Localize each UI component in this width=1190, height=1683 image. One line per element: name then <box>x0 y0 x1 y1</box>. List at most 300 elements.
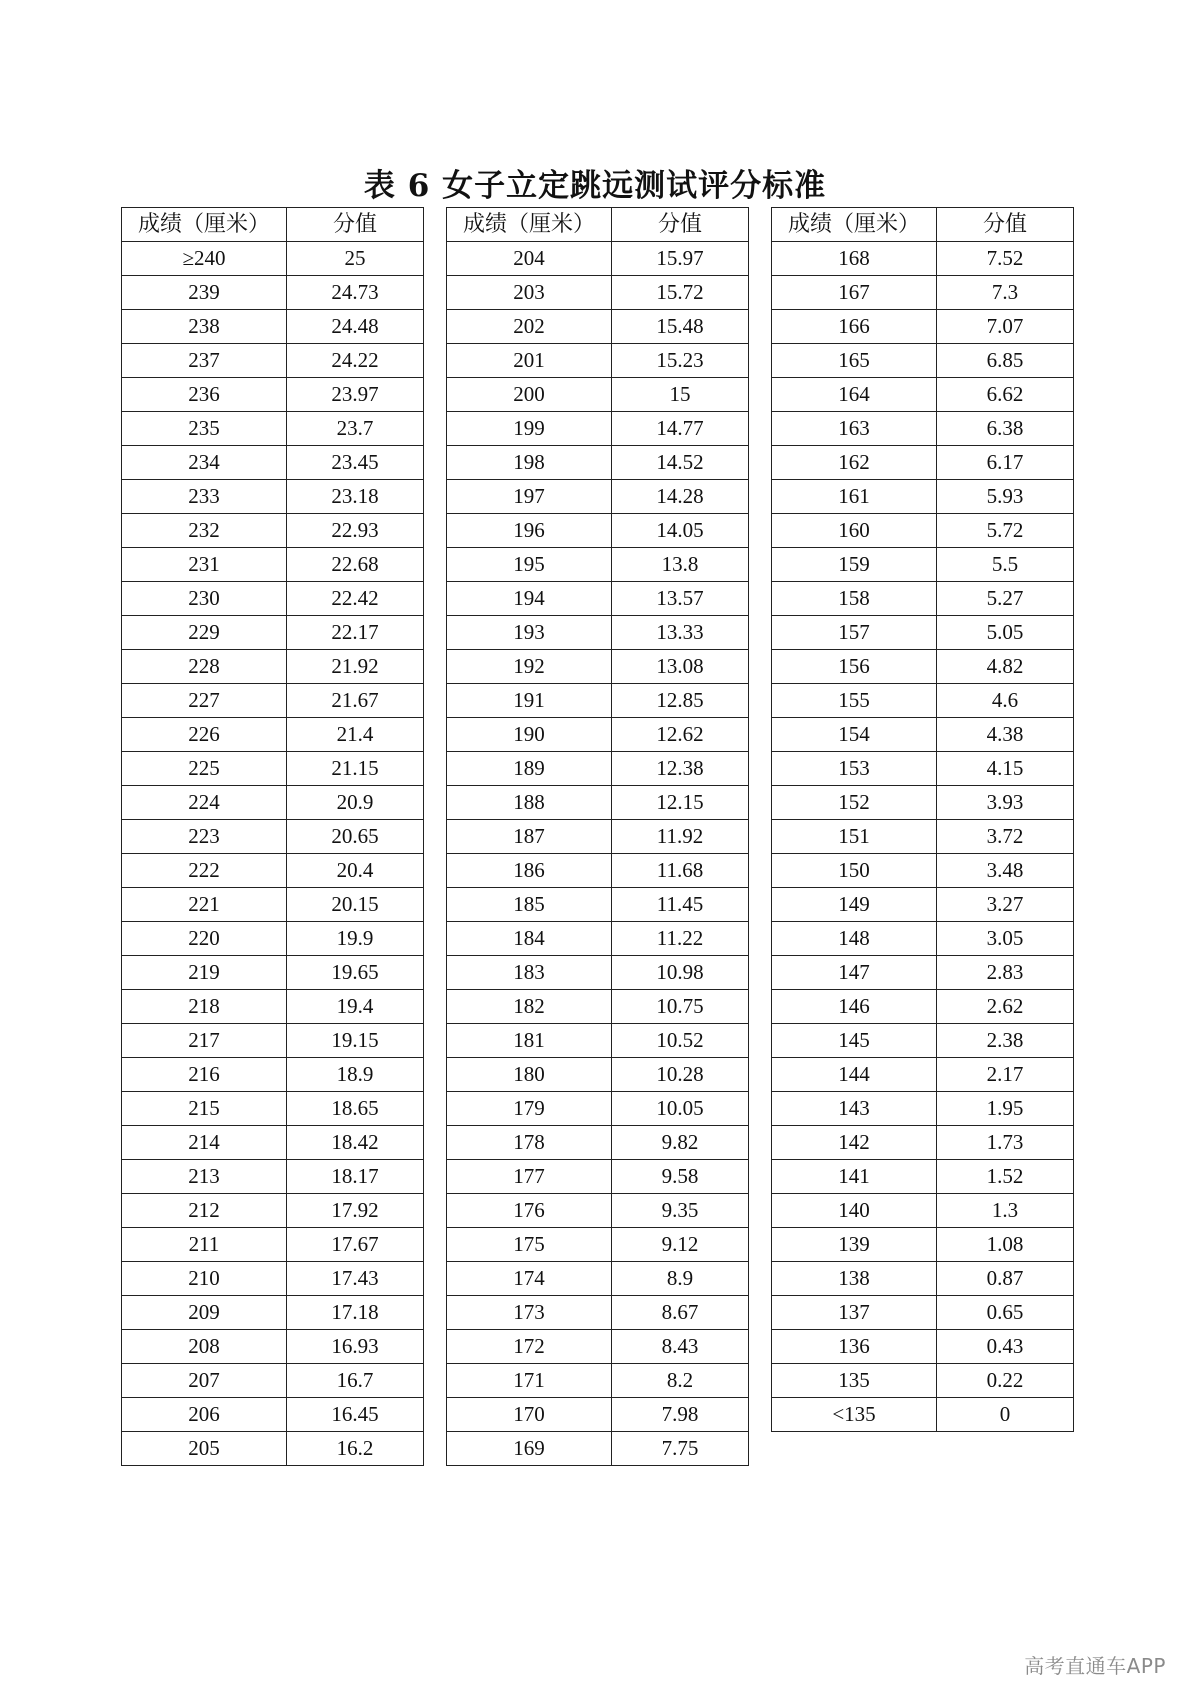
cell-grade: 167 <box>772 276 937 310</box>
cell-grade: 145 <box>772 1024 937 1058</box>
cell-score: 20.9 <box>287 786 424 820</box>
watermark-text: 高考直通车APP <box>1024 1654 1166 1678</box>
header-grade: 成绩（厘米） <box>447 208 612 242</box>
cell-score: 21.4 <box>287 718 424 752</box>
cell-grade: 180 <box>447 1058 612 1092</box>
cell-score: 1.52 <box>937 1160 1074 1194</box>
cell-score: 2.38 <box>937 1024 1074 1058</box>
cell-score: 14.77 <box>612 412 749 446</box>
cell-grade: 222 <box>122 854 287 888</box>
cell-grade: 163 <box>772 412 937 446</box>
cell-score: 6.85 <box>937 344 1074 378</box>
cell-grade: 154 <box>772 718 937 752</box>
table-row <box>122 820 424 854</box>
cell-grade: 228 <box>122 650 287 684</box>
cell-grade: 196 <box>447 514 612 548</box>
table-row <box>122 888 424 922</box>
cell-score: 22.68 <box>287 548 424 582</box>
cell-score: 21.67 <box>287 684 424 718</box>
cell-score: 3.72 <box>937 820 1074 854</box>
cell-grade: 178 <box>447 1126 612 1160</box>
cell-score: 14.28 <box>612 480 749 514</box>
cell-grade: 169 <box>447 1432 612 1466</box>
table-row <box>772 650 1074 684</box>
cell-score: 5.72 <box>937 514 1074 548</box>
cell-score: 15.23 <box>612 344 749 378</box>
cell-score: 7.3 <box>937 276 1074 310</box>
cell-score: 16.7 <box>287 1364 424 1398</box>
table-row <box>772 990 1074 1024</box>
cell-score: 12.15 <box>612 786 749 820</box>
table-row <box>772 1398 1074 1432</box>
cell-grade: 140 <box>772 1194 937 1228</box>
cell-grade: 189 <box>447 752 612 786</box>
cell-score: 13.33 <box>612 616 749 650</box>
cell-grade: 208 <box>122 1330 287 1364</box>
table-row <box>447 854 749 888</box>
table-row <box>122 378 424 412</box>
cell-grade: 198 <box>447 446 612 480</box>
cell-grade: 137 <box>772 1296 937 1330</box>
table-row <box>772 514 1074 548</box>
table-row <box>447 1058 749 1092</box>
table-row <box>772 1262 1074 1296</box>
cell-score: 16.2 <box>287 1432 424 1466</box>
cell-score: 10.28 <box>612 1058 749 1092</box>
table-row <box>447 616 749 650</box>
cell-score: 22.17 <box>287 616 424 650</box>
cell-grade: 139 <box>772 1228 937 1262</box>
table-row <box>772 548 1074 582</box>
cell-score: 2.62 <box>937 990 1074 1024</box>
cell-score: 3.48 <box>937 854 1074 888</box>
cell-grade: 194 <box>447 582 612 616</box>
cell-score: 18.42 <box>287 1126 424 1160</box>
cell-grade: 209 <box>122 1296 287 1330</box>
cell-grade: 232 <box>122 514 287 548</box>
cell-score: 12.85 <box>612 684 749 718</box>
table-row <box>447 1228 749 1262</box>
header-grade: 成绩（厘米） <box>122 208 287 242</box>
cell-grade: 225 <box>122 752 287 786</box>
cell-grade: 187 <box>447 820 612 854</box>
table-row <box>447 1398 749 1432</box>
cell-score: 20.4 <box>287 854 424 888</box>
cell-score: 0.65 <box>937 1296 1074 1330</box>
cell-score: 18.65 <box>287 1092 424 1126</box>
cell-score: 10.98 <box>612 956 749 990</box>
table-row <box>122 786 424 820</box>
table-row <box>772 1228 1074 1262</box>
table-row <box>122 752 424 786</box>
cell-grade: 188 <box>447 786 612 820</box>
cell-grade: 229 <box>122 616 287 650</box>
cell-score: 24.22 <box>287 344 424 378</box>
table-row <box>447 480 749 514</box>
cell-score: 11.22 <box>612 922 749 956</box>
cell-score: 19.4 <box>287 990 424 1024</box>
cell-score: 15 <box>612 378 749 412</box>
table-row <box>447 1432 749 1466</box>
table-header-row <box>447 208 749 242</box>
table-header-row <box>122 208 424 242</box>
table-row <box>772 378 1074 412</box>
cell-score: 1.95 <box>937 1092 1074 1126</box>
table-row <box>447 1296 749 1330</box>
cell-score: 5.27 <box>937 582 1074 616</box>
cell-grade: 207 <box>122 1364 287 1398</box>
cell-score: 15.97 <box>612 242 749 276</box>
cell-score: 0.87 <box>937 1262 1074 1296</box>
cell-grade: 214 <box>122 1126 287 1160</box>
table-row <box>447 276 749 310</box>
cell-grade: 216 <box>122 1058 287 1092</box>
table-row <box>122 1160 424 1194</box>
cell-grade: 170 <box>447 1398 612 1432</box>
cell-grade: 153 <box>772 752 937 786</box>
table-row <box>772 310 1074 344</box>
cell-grade: 212 <box>122 1194 287 1228</box>
cell-score: 20.65 <box>287 820 424 854</box>
cell-score: 1.73 <box>937 1126 1074 1160</box>
cell-score: 5.93 <box>937 480 1074 514</box>
cell-grade: 234 <box>122 446 287 480</box>
table-row <box>447 514 749 548</box>
cell-grade: 179 <box>447 1092 612 1126</box>
cell-score: 4.82 <box>937 650 1074 684</box>
table-row <box>772 820 1074 854</box>
cell-grade: 142 <box>772 1126 937 1160</box>
table-row <box>447 1262 749 1296</box>
cell-score: 9.82 <box>612 1126 749 1160</box>
cell-grade: 148 <box>772 922 937 956</box>
cell-score: 5.5 <box>937 548 1074 582</box>
cell-score: 1.08 <box>937 1228 1074 1262</box>
table-row <box>122 1228 424 1262</box>
cell-score: 10.75 <box>612 990 749 1024</box>
cell-score: 22.42 <box>287 582 424 616</box>
table-row <box>772 1160 1074 1194</box>
cell-grade: 185 <box>447 888 612 922</box>
cell-grade: 161 <box>772 480 937 514</box>
cell-score: 21.15 <box>287 752 424 786</box>
table-row <box>772 786 1074 820</box>
table-row <box>447 990 749 1024</box>
cell-score: 23.45 <box>287 446 424 480</box>
table-row <box>122 650 424 684</box>
cell-score: 11.68 <box>612 854 749 888</box>
table-row <box>122 242 424 276</box>
cell-score: 10.05 <box>612 1092 749 1126</box>
cell-grade: 174 <box>447 1262 612 1296</box>
cell-grade: 235 <box>122 412 287 446</box>
table-row <box>447 650 749 684</box>
cell-score: 14.05 <box>612 514 749 548</box>
cell-score: 7.52 <box>937 242 1074 276</box>
header-grade: 成绩（厘米） <box>772 208 937 242</box>
cell-grade: 156 <box>772 650 937 684</box>
table-row <box>772 1126 1074 1160</box>
cell-grade: 224 <box>122 786 287 820</box>
cell-score: 4.38 <box>937 718 1074 752</box>
cell-score: 23.7 <box>287 412 424 446</box>
table-row <box>772 446 1074 480</box>
cell-score: 9.58 <box>612 1160 749 1194</box>
cell-score: 13.8 <box>612 548 749 582</box>
table-row <box>447 888 749 922</box>
cell-grade: 186 <box>447 854 612 888</box>
header-score: 分值 <box>612 208 749 242</box>
cell-score: 0.22 <box>937 1364 1074 1398</box>
cell-grade: 230 <box>122 582 287 616</box>
table-row <box>122 1092 424 1126</box>
cell-grade: 149 <box>772 888 937 922</box>
cell-score: 2.83 <box>937 956 1074 990</box>
cell-score: 23.97 <box>287 378 424 412</box>
table-row <box>447 1024 749 1058</box>
table-row <box>447 446 749 480</box>
cell-score: 19.65 <box>287 956 424 990</box>
table-row <box>447 684 749 718</box>
cell-grade: 158 <box>772 582 937 616</box>
table-row <box>447 310 749 344</box>
cell-grade: 150 <box>772 854 937 888</box>
cell-score: 24.48 <box>287 310 424 344</box>
cell-grade: 171 <box>447 1364 612 1398</box>
cell-score: 23.18 <box>287 480 424 514</box>
table-row <box>772 1194 1074 1228</box>
table-row <box>122 514 424 548</box>
cell-score: 3.05 <box>937 922 1074 956</box>
cell-grade: 205 <box>122 1432 287 1466</box>
table-row <box>122 1058 424 1092</box>
cell-grade: 204 <box>447 242 612 276</box>
cell-grade: 215 <box>122 1092 287 1126</box>
cell-score: 20.15 <box>287 888 424 922</box>
cell-score: 0.43 <box>937 1330 1074 1364</box>
cell-grade: 233 <box>122 480 287 514</box>
cell-grade: 175 <box>447 1228 612 1262</box>
table-row <box>122 1262 424 1296</box>
cell-grade: 220 <box>122 922 287 956</box>
cell-score: 17.43 <box>287 1262 424 1296</box>
cell-score: 6.62 <box>937 378 1074 412</box>
cell-grade: 213 <box>122 1160 287 1194</box>
cell-grade: 168 <box>772 242 937 276</box>
cell-score: 3.27 <box>937 888 1074 922</box>
table-row <box>772 718 1074 752</box>
cell-score: 19.15 <box>287 1024 424 1058</box>
table-row <box>447 752 749 786</box>
table-row <box>447 378 749 412</box>
cell-grade: 192 <box>447 650 612 684</box>
cell-score: 17.92 <box>287 1194 424 1228</box>
cell-grade: 166 <box>772 310 937 344</box>
cell-score: 8.43 <box>612 1330 749 1364</box>
cell-grade: 183 <box>447 956 612 990</box>
cell-score: 7.75 <box>612 1432 749 1466</box>
cell-grade: 152 <box>772 786 937 820</box>
cell-score: 4.15 <box>937 752 1074 786</box>
cell-score: 16.45 <box>287 1398 424 1432</box>
cell-grade: 165 <box>772 344 937 378</box>
cell-score: 0 <box>937 1398 1074 1432</box>
cell-grade: 203 <box>447 276 612 310</box>
table-row <box>122 446 424 480</box>
cell-score: 1.3 <box>937 1194 1074 1228</box>
table-row <box>447 1126 749 1160</box>
cell-grade: 144 <box>772 1058 937 1092</box>
cell-grade: 206 <box>122 1398 287 1432</box>
table-row <box>447 582 749 616</box>
table-row <box>122 582 424 616</box>
score-table-1 <box>121 207 424 1466</box>
cell-score: 2.17 <box>937 1058 1074 1092</box>
cell-grade: 147 <box>772 956 937 990</box>
cell-grade: 151 <box>772 820 937 854</box>
cell-grade: 177 <box>447 1160 612 1194</box>
table-row <box>447 1364 749 1398</box>
table-row <box>772 1092 1074 1126</box>
cell-score: 14.52 <box>612 446 749 480</box>
cell-score: 12.38 <box>612 752 749 786</box>
cell-score: 13.08 <box>612 650 749 684</box>
table-row <box>122 1024 424 1058</box>
cell-grade: 201 <box>447 344 612 378</box>
table-row <box>122 956 424 990</box>
table-row <box>122 1194 424 1228</box>
page-title: 表 6 女子立定跳远测试评分标准 <box>363 168 827 204</box>
table-row <box>447 1330 749 1364</box>
cell-grade: 231 <box>122 548 287 582</box>
table-row <box>122 1126 424 1160</box>
cell-grade: 221 <box>122 888 287 922</box>
cell-grade: 210 <box>122 1262 287 1296</box>
cell-grade: 236 <box>122 378 287 412</box>
table-row <box>772 582 1074 616</box>
table-row <box>122 344 424 378</box>
header-score: 分值 <box>937 208 1074 242</box>
table-row <box>447 242 749 276</box>
cell-grade: 226 <box>122 718 287 752</box>
table-row <box>447 412 749 446</box>
table-row <box>122 854 424 888</box>
cell-score: 25 <box>287 242 424 276</box>
cell-score: 5.05 <box>937 616 1074 650</box>
table-row <box>122 1398 424 1432</box>
cell-grade: 237 <box>122 344 287 378</box>
cell-grade: 195 <box>447 548 612 582</box>
cell-grade: 181 <box>447 1024 612 1058</box>
cell-score: 18.9 <box>287 1058 424 1092</box>
table-row <box>772 1296 1074 1330</box>
table-row <box>447 922 749 956</box>
table-row <box>122 990 424 1024</box>
table-row <box>122 480 424 514</box>
table-row <box>772 412 1074 446</box>
cell-score: 11.92 <box>612 820 749 854</box>
table-row <box>772 480 1074 514</box>
table-row <box>122 310 424 344</box>
table-row <box>447 548 749 582</box>
table-row <box>447 1092 749 1126</box>
cell-grade: 146 <box>772 990 937 1024</box>
cell-score: 21.92 <box>287 650 424 684</box>
cell-grade: 138 <box>772 1262 937 1296</box>
table-row <box>122 922 424 956</box>
cell-score: 6.17 <box>937 446 1074 480</box>
cell-grade: 157 <box>772 616 937 650</box>
table-row <box>772 242 1074 276</box>
table-row <box>772 922 1074 956</box>
score-table-2 <box>446 207 749 1466</box>
cell-grade: <135 <box>772 1398 937 1432</box>
score-table-3 <box>771 207 1074 1432</box>
cell-score: 17.67 <box>287 1228 424 1262</box>
cell-grade: 223 <box>122 820 287 854</box>
cell-grade: 211 <box>122 1228 287 1262</box>
table-row <box>447 956 749 990</box>
cell-score: 8.67 <box>612 1296 749 1330</box>
table-row <box>772 1024 1074 1058</box>
cell-grade: 197 <box>447 480 612 514</box>
table-row <box>447 718 749 752</box>
cell-score: 15.48 <box>612 310 749 344</box>
table-row <box>447 1160 749 1194</box>
cell-grade: 217 <box>122 1024 287 1058</box>
cell-grade: 238 <box>122 310 287 344</box>
table-row <box>122 1296 424 1330</box>
cell-grade: 227 <box>122 684 287 718</box>
cell-score: 3.93 <box>937 786 1074 820</box>
table-row <box>772 616 1074 650</box>
table-row <box>772 1364 1074 1398</box>
cell-grade: 202 <box>447 310 612 344</box>
table-header-row <box>772 208 1074 242</box>
cell-grade: 135 <box>772 1364 937 1398</box>
cell-grade: 172 <box>447 1330 612 1364</box>
table-row <box>772 888 1074 922</box>
table-row <box>122 718 424 752</box>
cell-score: 18.17 <box>287 1160 424 1194</box>
cell-score: 8.2 <box>612 1364 749 1398</box>
table-row <box>447 1194 749 1228</box>
table-row <box>772 854 1074 888</box>
cell-grade: 200 <box>447 378 612 412</box>
cell-grade: 218 <box>122 990 287 1024</box>
table-row <box>122 616 424 650</box>
cell-grade: 184 <box>447 922 612 956</box>
cell-score: 7.07 <box>937 310 1074 344</box>
table-row <box>447 344 749 378</box>
cell-grade: 191 <box>447 684 612 718</box>
header-score: 分值 <box>287 208 424 242</box>
table-row <box>447 820 749 854</box>
cell-score: 12.62 <box>612 718 749 752</box>
table-row <box>772 276 1074 310</box>
table-row <box>772 956 1074 990</box>
table-row <box>772 1330 1074 1364</box>
table-row <box>772 344 1074 378</box>
table-row <box>122 548 424 582</box>
cell-score: 11.45 <box>612 888 749 922</box>
cell-score: 13.57 <box>612 582 749 616</box>
cell-grade: ≥240 <box>122 242 287 276</box>
cell-grade: 164 <box>772 378 937 412</box>
table-row <box>122 684 424 718</box>
cell-grade: 173 <box>447 1296 612 1330</box>
cell-grade: 239 <box>122 276 287 310</box>
